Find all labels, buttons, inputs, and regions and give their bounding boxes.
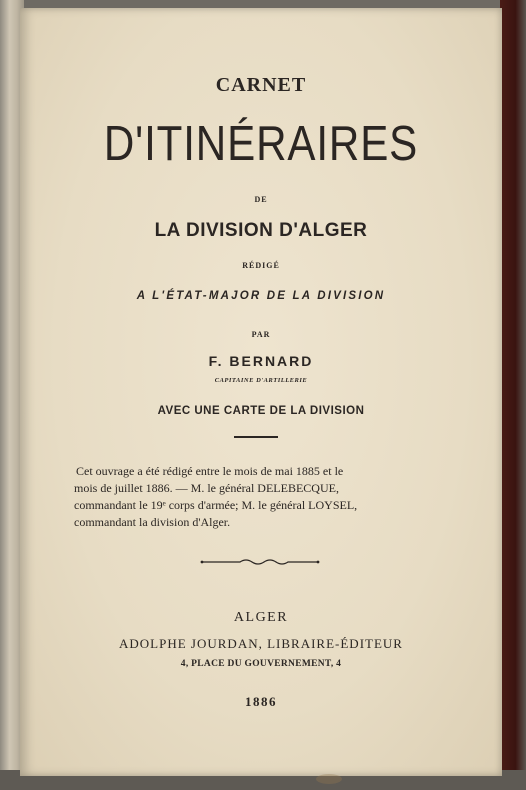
title-page [20, 8, 502, 776]
page-stain [316, 774, 342, 784]
title-line-division: LA DIVISION D'ALGER [154, 220, 368, 241]
imprint-year: 1886 [245, 694, 277, 709]
ornament-divider [200, 556, 320, 568]
map-note: AVEC UNE CARTE DE LA DIVISION [157, 405, 365, 417]
author-par: PAR [251, 330, 271, 339]
imprint-address: 4, PLACE DU GOUVERNEMENT, 4 [180, 659, 342, 669]
title-word-de: DE [254, 195, 268, 204]
imprint-city: ALGER [233, 610, 289, 625]
imprint-publisher: ADOLPHE JOURDAN, LIBRAIRE-ÉDITEUR [119, 636, 403, 651]
title-word-redige: RÉDIGÉ [242, 261, 280, 270]
title-line-etat-major: A L'ÉTAT-MAJOR DE LA DIVISION [136, 290, 386, 302]
paragraph-line: Cet ouvrage a été rédigé entre le mois de mai 1885 et le [76, 464, 344, 478]
title-line-carnet: CARNET [215, 74, 307, 96]
paragraph-line: mois de juillet 1886. — M. le général DELEBECQUE, [74, 481, 339, 495]
book-cover-right [500, 0, 526, 790]
title-line-itineraires: D'ITINÉRAIRES [103, 117, 419, 171]
author-rank: CAPITAINE D'ARTILLERIE [214, 377, 308, 384]
paragraph-line: commandant la division d'Alger. [74, 515, 231, 529]
description-paragraph [74, 463, 450, 531]
divider-rule [234, 436, 278, 438]
paragraph-line: commandant le 19ᵉ corps d'armée; M. le général LOYSEL, [74, 498, 358, 512]
author-name: F. BERNARD [208, 353, 314, 369]
